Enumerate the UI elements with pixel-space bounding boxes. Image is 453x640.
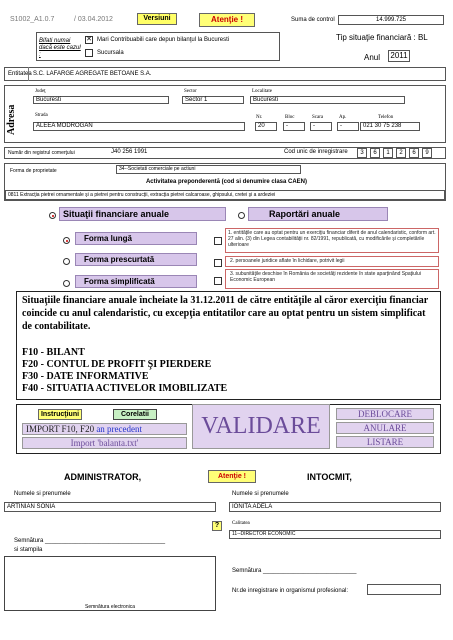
- versiuni-button[interactable]: Versiuni: [137, 13, 177, 25]
- adresa-label: Adresa: [6, 104, 17, 135]
- ap-input[interactable]: -: [337, 122, 359, 131]
- calitatea-input[interactable]: 11--DIRECTOR ECONOMIC: [229, 530, 441, 539]
- caen-title: Activitatea preponderentă (cod si denumire clasa CAEN): [145, 179, 308, 185]
- calitatea-label: Calitatea: [232, 521, 250, 526]
- criteria-1-checkbox[interactable]: [214, 237, 222, 245]
- intocmit-nume-label: Numele si prenumele: [232, 491, 289, 497]
- intocmit-title: INTOCMIT,: [307, 472, 352, 482]
- tip-situatie: Tip situaţie financiară : BL: [336, 33, 428, 42]
- sector-label: Sector: [184, 89, 197, 94]
- semnatura-electronica-box[interactable]: [4, 556, 216, 611]
- sector-input[interactable]: Sector 1: [182, 96, 244, 104]
- cui-label: Cod unic de inregistrare: [284, 149, 348, 155]
- f30-title: F30 - DATE INFORMATIVE: [22, 371, 149, 382]
- checksum-label: Suma de control: [291, 17, 335, 23]
- proprietate-label: Forma de proprietate: [10, 168, 57, 174]
- raportari-radio[interactable]: [238, 212, 245, 219]
- nr-input[interactable]: 20: [255, 122, 277, 131]
- cui-digit[interactable]: 1: [383, 148, 393, 158]
- intocmit-semnatura-label: Semnătura ____________________________: [232, 568, 357, 574]
- criteria-2-text: 2. persoanele juridice aflate în lichidare, potrivit legii: [225, 256, 439, 267]
- proprietate-input[interactable]: 34--Societati comerciale pe actiuni: [116, 165, 301, 174]
- forma-prescurtata-button[interactable]: Forma prescurtată: [75, 253, 197, 266]
- ap-label: Ap.: [339, 115, 347, 120]
- bifati-label: Bifati numai dacă este cazul :: [39, 38, 81, 58]
- checksum-value: 14.999.725: [338, 15, 444, 25]
- forma-simplificata-button[interactable]: Forma simplificată: [75, 275, 197, 288]
- scara-input[interactable]: -: [310, 122, 332, 131]
- admin-nume-label: Numele si prenumele: [14, 491, 71, 497]
- cui-digit[interactable]: 6: [409, 148, 419, 158]
- form-date: / 03.04.2012: [74, 16, 113, 23]
- an-precedent-label: an precedent: [96, 424, 143, 434]
- registru-value[interactable]: J40 256 1991: [111, 149, 148, 155]
- scara-label: Scara: [312, 115, 324, 120]
- sucursala-label: Sucursala: [97, 50, 124, 56]
- atentie-button[interactable]: Atenţie !: [199, 13, 255, 27]
- forma-prescurtata-radio[interactable]: [63, 258, 70, 265]
- criteria-3-checkbox[interactable]: [214, 277, 222, 285]
- deblocare-button[interactable]: DEBLOCARE: [336, 408, 434, 420]
- import-f10-button[interactable]: [22, 423, 187, 435]
- adresa-section: [4, 85, 446, 143]
- anulare-button[interactable]: ANULARE: [336, 422, 434, 434]
- forma-lunga-radio[interactable]: [63, 237, 70, 244]
- form-code: S1002_A1.0.7: [10, 16, 55, 23]
- listare-button[interactable]: LISTARE: [336, 436, 434, 448]
- strada-input[interactable]: ALEEA MODROGAN: [33, 122, 245, 131]
- instructiuni-button[interactable]: Instrucţiuni: [38, 409, 82, 420]
- stampila-label: si stampila: [14, 547, 43, 553]
- localitate-label: Localitate: [252, 89, 272, 94]
- registru-label: Număr din registrul comerţului: [8, 150, 75, 156]
- statement-text: Situaţiile financiare anuale încheiate la 31.12.2011 de către entităţile al căror exerciţiu financiar coincide cu anul calendaristic, cu excepţia entitatilor care au optat pentru un sistem simplificat de contabilitate.: [22, 295, 429, 332]
- caen-input[interactable]: 0811 Extracţia pietrei ornamentale şi a pietrei pentru construcţii, extracţia pietrei calcaroase, ghipsului, cretei şi a ardeziei: [5, 190, 445, 200]
- nr-label: Nr.: [256, 115, 263, 120]
- bloc-input[interactable]: -: [283, 122, 305, 131]
- judet-input[interactable]: Bucuresti: [33, 96, 169, 104]
- help-question-button[interactable]: ?: [212, 521, 222, 531]
- admin-name-input[interactable]: ARTINIAN SONIA: [4, 502, 216, 512]
- sucursala-checkbox[interactable]: [85, 49, 93, 57]
- nr-inregistrare-input[interactable]: [367, 584, 441, 595]
- forma-simplificata-radio[interactable]: [63, 280, 70, 287]
- cui-digit[interactable]: 2: [396, 148, 406, 158]
- entitate-value[interactable]: S.C. LAFARGE AGREGATE BETOANE S.A.: [33, 71, 152, 77]
- cui-digit[interactable]: 6: [370, 148, 380, 158]
- validare-button[interactable]: VALIDARE: [192, 404, 330, 449]
- f20-title: F20 - CONTUL DE PROFIT ŞI PIERDERE: [22, 359, 212, 370]
- import-f10-label: IMPORT F10, F20: [26, 424, 95, 434]
- atentie-signature-button[interactable]: Atenţie !: [208, 470, 256, 483]
- forma-lunga-button[interactable]: Forma lungă: [75, 232, 197, 245]
- telefon-label: Telefon: [378, 115, 394, 120]
- localitate-input[interactable]: Bucuresti: [250, 96, 405, 104]
- bloc-label: Bloc: [285, 115, 295, 120]
- semnatura-electronica-label: Semnătura electronica: [84, 604, 136, 610]
- anul-input[interactable]: 2011: [388, 50, 410, 62]
- criteria-2-checkbox[interactable]: [214, 259, 222, 267]
- corelatii-button[interactable]: Corelatii: [113, 409, 157, 420]
- intocmit-name-input[interactable]: IONITA ADELA: [229, 502, 441, 512]
- nr-inregistrare-label: Nr.de inregistrare in organismul profesional:: [232, 588, 349, 594]
- f10-title: F10 - BILANT: [22, 347, 85, 358]
- mari-contribuabili-checkbox[interactable]: ✕: [86, 36, 92, 43]
- entitate-label: Entitatea: [8, 71, 32, 77]
- financiare-radio[interactable]: [49, 212, 56, 219]
- raportari-anuale-button[interactable]: Raportări anuale: [248, 207, 388, 221]
- import-balanta-button[interactable]: Import 'balanta.txt': [22, 437, 187, 449]
- telefon-input[interactable]: 021 30 75 238: [360, 122, 420, 131]
- administrator-title: ADMINISTRATOR,: [64, 472, 142, 482]
- judet-label: Judeţ: [35, 89, 46, 94]
- cui-digit[interactable]: 3: [357, 148, 367, 158]
- f40-title: F40 - SITUATIA ACTIVELOR IMOBILIZATE: [22, 383, 228, 394]
- admin-semnatura-label: Semnătura ____________________________________: [14, 538, 166, 544]
- criteria-3-text: 3. subunităţile deschise în România de societăţi rezidente în state aparţinând Spaţiului Economic European: [225, 269, 439, 289]
- criteria-1-text: 1. entităţile care au optat pentru un exerciţiu financiar diferit de anul calendaristic, conform art. 27 alin. (3) din Legea contabilităţii nr. 82/1991, republicată, cu modificările şi completările ulterioare: [225, 228, 439, 253]
- situatii-financiare-button[interactable]: Situaţii financiare anuale: [59, 207, 226, 221]
- cui-digit[interactable]: 9: [422, 148, 432, 158]
- anul-label: Anul: [364, 53, 381, 62]
- mari-contribuabili-label: Mari Contribuabili care depun bilanţul la Bucuresti: [97, 37, 230, 43]
- strada-label: Strada: [35, 113, 48, 118]
